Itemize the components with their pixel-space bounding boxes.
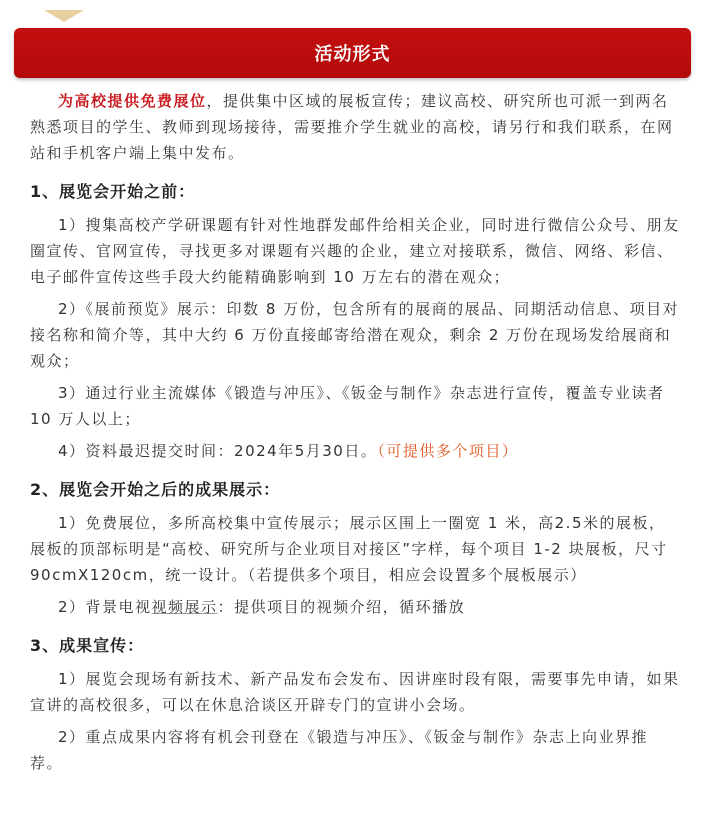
list-item: 2）《展前预览》展示：印数 8 万份，包含所有的展商的展品、同期活动信息、项目对接名称和简介等，其中大约 6 万份直接邮寄给潜在观众，剩余 2 万份在现场发给展商和观众； — [30, 300, 680, 370]
section-title-before: 1、展览会开始之前： — [30, 182, 196, 201]
article-body — [30, 88, 680, 782]
list-item: 1）展览会现场有新技术、新产品发布会发布、因讲座时段有限，需要事先申请，如果宣讲的高校很多，可以在休息洽谈区开辟专门的宣讲小会场。 — [30, 670, 680, 714]
intro-text: ，提供集中区域的展板宣传；建议高校、研究所也可派一到两名熟悉项目的学生、教师到现场接待，需要推介学生就业的高校，请另行和我们联系，在网站和手机客户端上集中发布。 — [30, 92, 674, 162]
section-title-after: 2、展览会开始之后的成果展示： — [30, 480, 281, 499]
section-banner — [14, 28, 691, 78]
list-item: 3）通过行业主流媒体《锻造与冲压》、《钣金与制作》杂志进行宣传，覆盖专业读者 10 万人以上； — [30, 384, 665, 428]
video-prefix: 2）背景电视 — [58, 598, 152, 616]
intro-highlight: 为高校提供免费展位 — [58, 92, 207, 110]
intro-paragraph — [30, 88, 680, 166]
section-title-promotion: 3、成果宣传： — [30, 636, 145, 655]
list-item: 2）重点成果内容将有机会刊登在《锻造与冲压》、《钣金与制作》杂志上向业界推荐。 — [30, 728, 649, 772]
banner-title: 活动形式 — [314, 44, 391, 65]
decorative-chevron-icon — [44, 10, 84, 22]
deadline-note: （可提供多个项目） — [377, 442, 519, 460]
video-underlined: 视频展示 — [151, 598, 218, 616]
video-suffix: ：提供项目的视频介绍，循环播放 — [217, 598, 466, 616]
list-item: 1）搜集高校产学研课题有针对性地群发邮件给相关企业，同时进行微信公众号、朋友圈宣传、官网宣传，寻找更多对课题有兴趣的企业，建立对接联系，微信、网络、彩信、电子邮件宣传这些手段大约能精确影响到 10 万左右的潜在观众； — [30, 216, 680, 286]
list-item-deadline — [30, 438, 680, 464]
list-item-video — [30, 594, 680, 620]
list-item: 1）免费展位，多所高校集中宣传展示；展示区围上一圈宽 1 米，高2.5米的展板，展板的顶部标明是“高校、研究所与企业项目对接区”字样，每个项目 1-2 块展板，尺寸 90cmX120cm，统一设计。（若提供多个项目，相应会设置多个展板展示） — [30, 514, 668, 584]
deadline-text: 4）资料最迟提交时间：2024年5月30日。 — [58, 442, 378, 460]
